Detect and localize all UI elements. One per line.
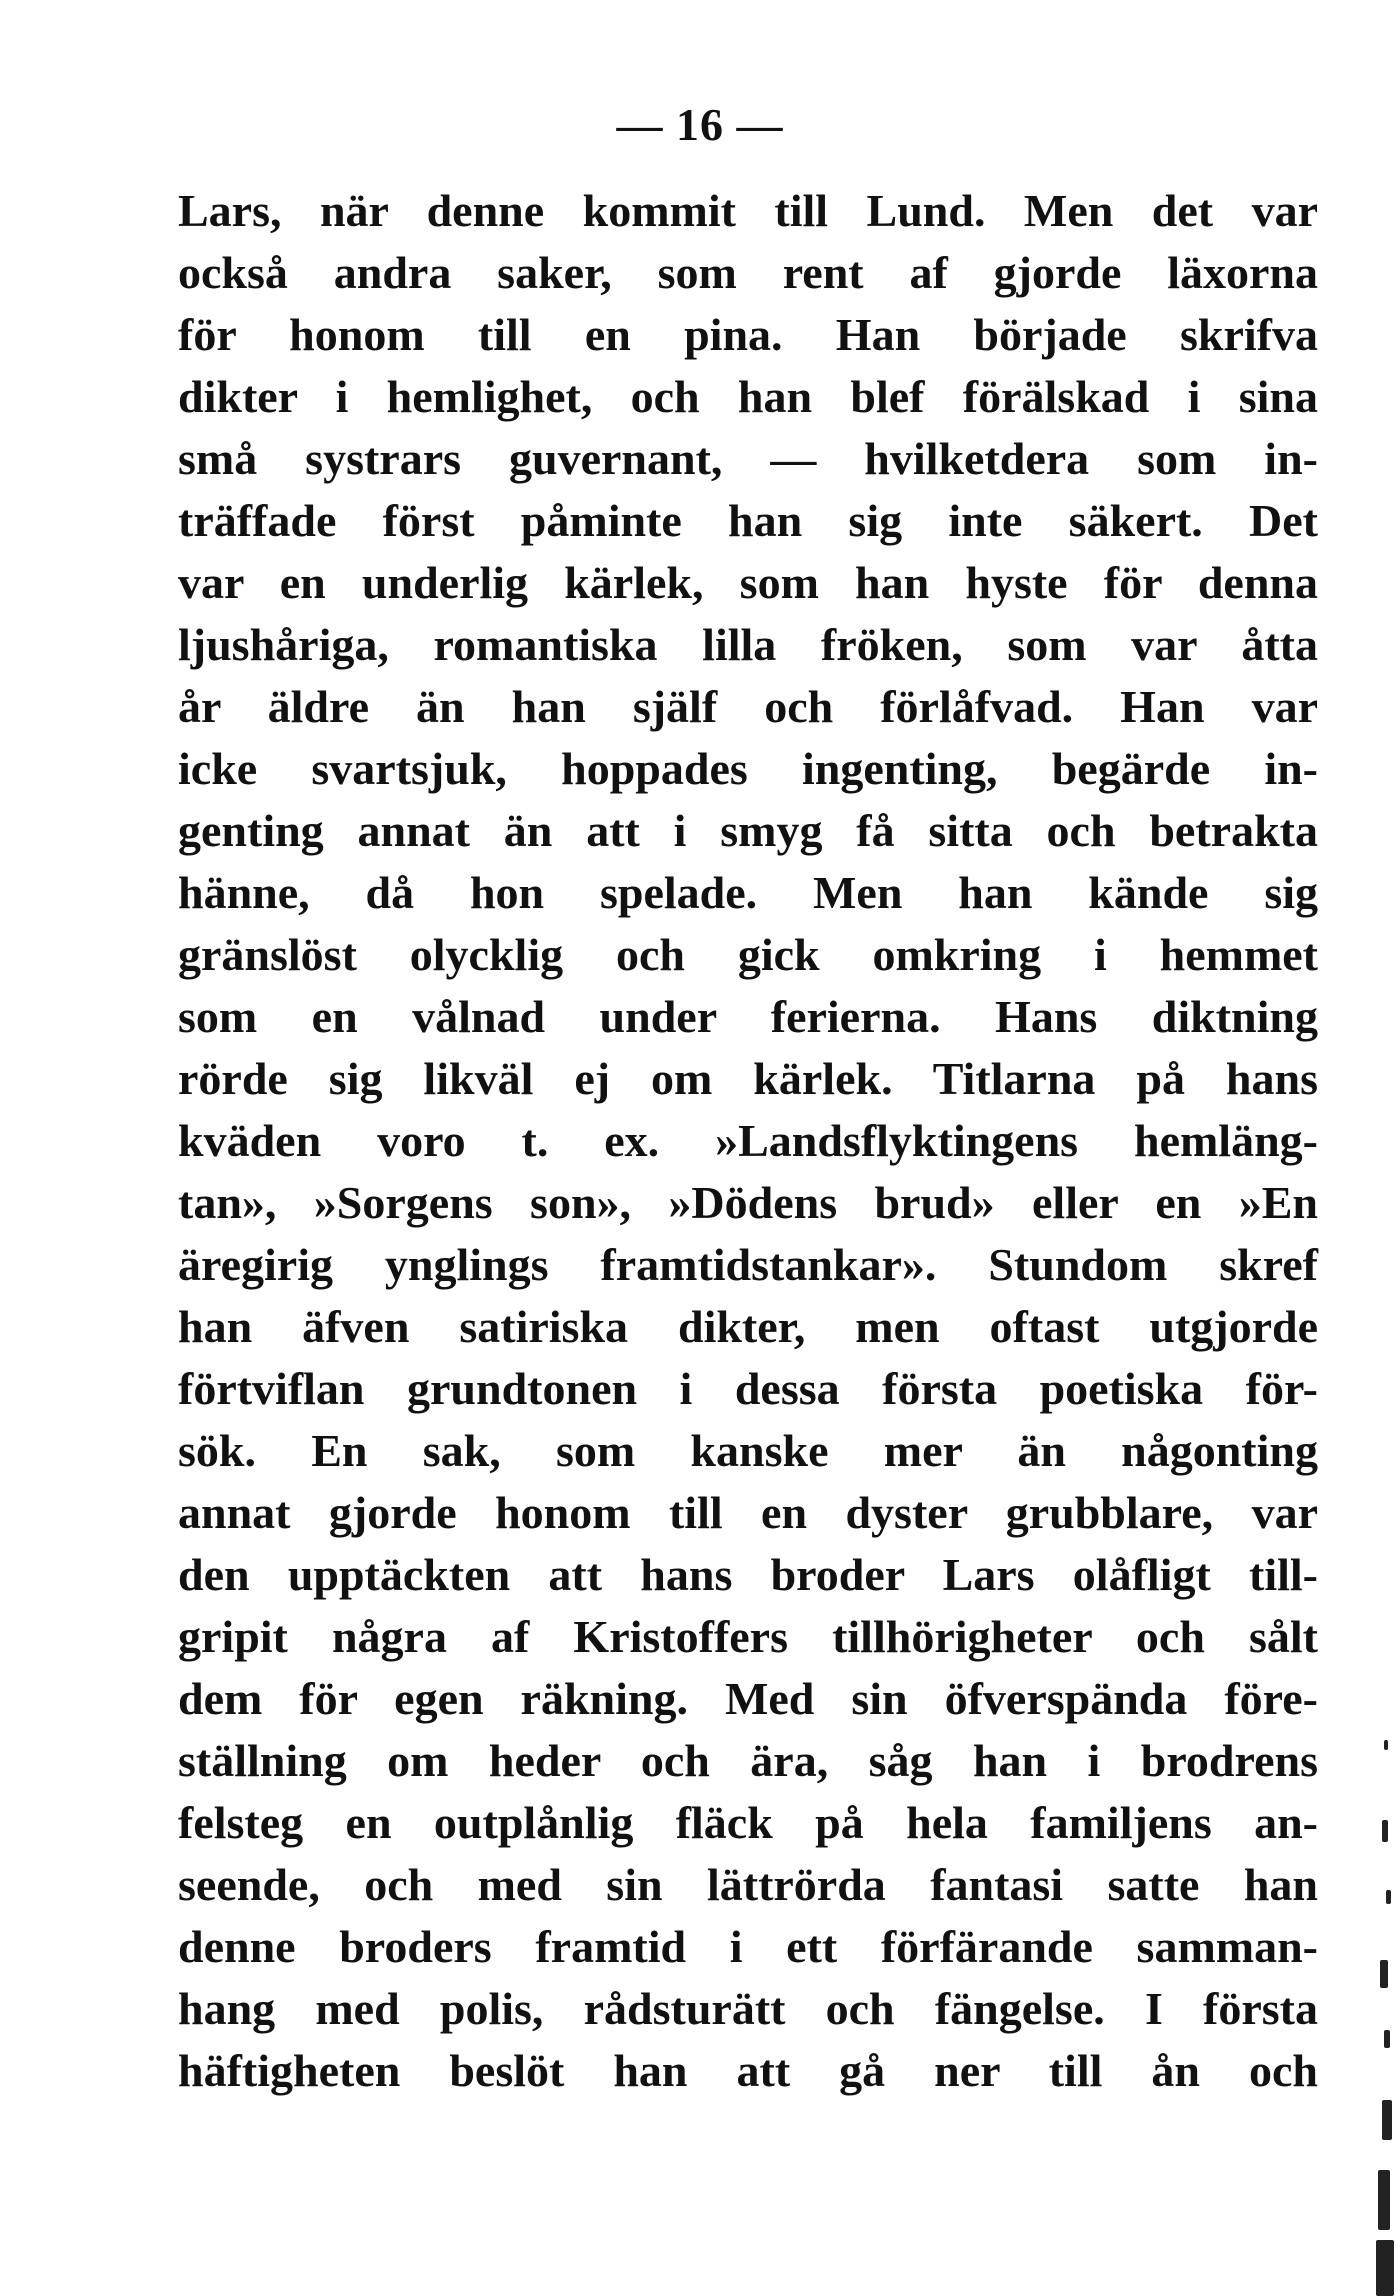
text-line: ljushåriga, romantiska lilla fröken, som var åtta [178, 619, 1318, 670]
text-line: häftigheten beslöt han att gå ner till ån och [178, 2045, 1318, 2096]
text-line: felsteg en outplånlig fläck på hela familjens an- [178, 1797, 1318, 1848]
text-line: Lars, när denne kommit till Lund. Men det var [178, 185, 1318, 236]
text-line: ställning om heder och ära, såg han i brodrens [178, 1735, 1318, 1786]
text-line: dikter i hemlighet, och han blef förälskad i sina [178, 371, 1318, 422]
text-line: rörde sig likväl ej om kärlek. Titlarna på hans [178, 1053, 1318, 1104]
text-line: också andra saker, som rent af gjorde läxorna [178, 247, 1318, 298]
scan-edge-artifacts [1370, 1700, 1400, 2296]
text-line: för honom till en pina. Han började skrifva [178, 309, 1318, 360]
text-line: genting annat än att i smyg få sitta och betrakta [178, 805, 1318, 856]
text-line: kväden voro t. ex. »Landsflyktingens hemläng- [178, 1115, 1318, 1166]
text-line: icke svartsjuk, hoppades ingenting, begärde in- [178, 743, 1318, 794]
text-line: gränslöst olycklig och gick omkring i hemmet [178, 929, 1318, 980]
text-line: små systrars guvernant, — hvilketdera som in- [178, 433, 1318, 484]
text-line: denne broders framtid i ett förfärande samman- [178, 1921, 1318, 1972]
text-line: den upptäckten att hans broder Lars olåfligt till- [178, 1549, 1318, 1600]
text-line: träffade först påminte han sig inte säkert. Det [178, 495, 1318, 546]
text-line: hänne, då hon spelade. Men han kände sig [178, 867, 1318, 918]
text-line: förtviflan grundtonen i dessa första poetiska för- [178, 1363, 1318, 1414]
text-line: tan», »Sorgens son», »Dödens brud» eller en »En [178, 1177, 1318, 1228]
text-line: seende, och med sin lättrörda fantasi satte han [178, 1859, 1318, 1910]
text-line: som en vålnad under ferierna. Hans diktning [178, 991, 1318, 1042]
text-line: gripit några af Kristoffers tillhörigheter och sålt [178, 1611, 1318, 1662]
body-text [178, 180, 1318, 2102]
text-line: hang med polis, rådsturätt och fängelse. I första [178, 1983, 1318, 2034]
text-line: äregirig ynglings framtidstankar». Stundom skref [178, 1239, 1318, 1290]
text-line: annat gjorde honom till en dyster grubblare, var [178, 1487, 1318, 1538]
text-line: han äfven satiriska dikter, men oftast utgjorde [178, 1301, 1318, 1352]
text-line: år äldre än han själf och förlåfvad. Han var [178, 681, 1318, 732]
text-line: var en underlig kärlek, som han hyste för denna [178, 557, 1318, 608]
text-line: dem för egen räkning. Med sin öfverspända före- [178, 1673, 1318, 1724]
text-line: sök. En sak, som kanske mer än någonting [178, 1425, 1318, 1476]
page-number: — 16 — [616, 99, 784, 150]
